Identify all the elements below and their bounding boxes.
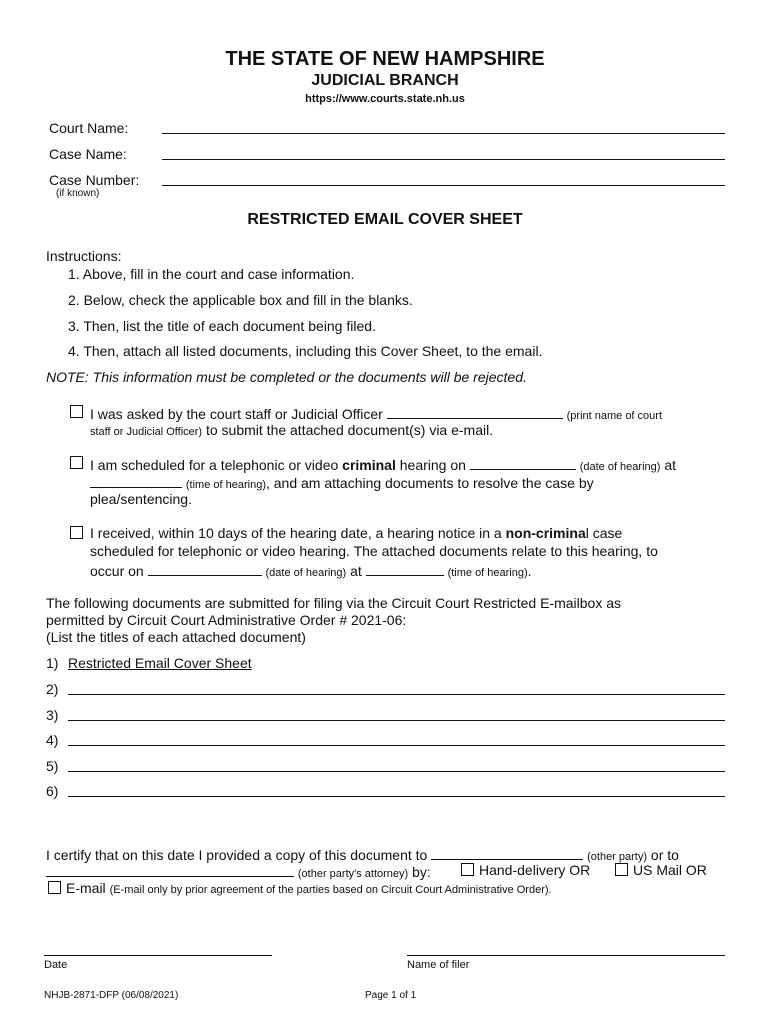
instructions-note: NOTE: This information must be completed or the documents will be rejected.	[46, 369, 527, 385]
doc-num: 2)	[46, 681, 59, 697]
form-title: RESTRICTED EMAIL COVER SHEET	[247, 211, 523, 228]
documents-intro-2: permitted by Circuit Court Administrative Order # 2021-06:	[46, 612, 407, 628]
option-criminal-line2	[90, 473, 594, 491]
option-noncriminal-text: I received, within 10 days of the hearing date, a hearing notice in a	[90, 525, 502, 541]
noncriminal-date-field[interactable]	[148, 561, 262, 576]
certify-line1	[46, 845, 679, 863]
email-checkbox[interactable]	[48, 881, 61, 894]
officer-hint: (print name of court	[566, 410, 662, 422]
doc-title-field[interactable]	[68, 771, 725, 772]
doc-title-field[interactable]	[68, 720, 725, 721]
option-criminal-line1	[90, 455, 676, 473]
option-criminal-text-e: plea/sentencing.	[90, 491, 192, 507]
doc-title[interactable]: Restricted Email Cover Sheet	[68, 655, 252, 671]
option-noncriminal-line3	[90, 561, 532, 579]
email-label: E-mail	[66, 880, 106, 896]
court-name-label: Court Name:	[49, 120, 129, 136]
option-noncriminal-at: at	[350, 563, 362, 579]
if-known-note: (if known)	[56, 188, 100, 199]
option-asked-line2	[90, 422, 493, 438]
instruction-item: 2. Below, check the applicable box and fill in the blanks.	[68, 292, 413, 308]
option-noncriminal-period: .	[527, 563, 532, 579]
noncriminal-date-hint: (date of hearing)	[265, 567, 347, 579]
doc-title-field[interactable]	[68, 694, 725, 695]
criminal-date-field[interactable]	[470, 455, 576, 470]
attorney-field[interactable]	[46, 862, 294, 877]
option-asked-text-cont: to submit the attached document(s) via e-mail.	[205, 422, 494, 438]
documents-intro-3: (List the titles of each attached document)	[46, 629, 306, 645]
date-label: Date	[44, 959, 68, 971]
noncriminal-time-field[interactable]	[366, 561, 444, 576]
filer-name-field[interactable]	[407, 955, 725, 956]
certify-text: I certify that on this date I provided a copy of this document to	[46, 847, 428, 863]
instruction-item: 3. Then, list the title of each document being filed.	[68, 318, 376, 334]
criminal-date-hint: (date of hearing)	[579, 461, 661, 473]
noncriminal-emphasis: non-crimina	[505, 525, 586, 541]
other-party-field[interactable]	[431, 845, 583, 860]
certify-by: by:	[412, 864, 431, 880]
doc-num: 3)	[46, 707, 59, 723]
criminal-time-hint: (time of hearing)	[185, 479, 266, 491]
attorney-hint: (other party's attorney)	[297, 868, 409, 880]
criminal-time-field[interactable]	[90, 473, 182, 488]
doc-title-field[interactable]	[68, 745, 725, 746]
court-name-field[interactable]	[162, 133, 725, 134]
certify-line2	[46, 862, 431, 880]
case-name-label: Case Name:	[49, 146, 127, 162]
option-noncriminal-line1	[90, 525, 622, 541]
state-title: THE STATE OF NEW HAMPSHIRE	[225, 48, 545, 70]
option-asked-line1	[90, 404, 662, 422]
case-number-label: Case Number:	[49, 172, 140, 188]
option-criminal-checkbox[interactable]	[70, 456, 83, 469]
other-party-hint: (other party)	[587, 851, 648, 863]
criminal-emphasis: criminal	[342, 457, 396, 473]
option-noncriminal-text-b: l case	[585, 525, 623, 541]
doc-num: 6)	[46, 783, 59, 799]
option-asked-text: I was asked by the court staff or Judicial Officer	[90, 406, 383, 422]
case-name-field[interactable]	[162, 159, 725, 160]
branch-title: JUDICIAL BRANCH	[311, 72, 459, 89]
hand-delivery-label: Hand-delivery OR	[479, 862, 591, 878]
doc-num: 1)	[46, 655, 59, 671]
option-asked-checkbox[interactable]	[70, 405, 83, 418]
option-criminal-text: I am scheduled for a telephonic or video	[90, 457, 339, 473]
officer-hint-cont: staff or Judicial Officer)	[90, 426, 203, 438]
us-mail-checkbox[interactable]	[615, 863, 628, 876]
option-noncriminal-checkbox[interactable]	[70, 526, 83, 539]
officer-name-field[interactable]	[387, 404, 563, 419]
option-criminal-text-d: , and am attaching documents to resolve the case by	[265, 475, 594, 491]
noncriminal-time-hint: (time of hearing)	[447, 567, 528, 579]
us-mail-label: US Mail OR	[633, 862, 707, 878]
instructions-heading: Instructions:	[46, 248, 122, 264]
doc-title-field[interactable]	[68, 796, 725, 797]
doc-num: 5)	[46, 758, 59, 774]
page-number: Page 1 of 1	[365, 990, 417, 1001]
filer-name-label: Name of filer	[407, 959, 470, 971]
form-id: NHJB-2871-DFP (06/08/2021)	[44, 990, 179, 1001]
certify-or-to: or to	[650, 847, 679, 863]
instruction-item: 4. Then, attach all listed documents, including this Cover Sheet, to the email.	[68, 343, 543, 359]
documents-intro-1: The following documents are submitted for filing via the Circuit Court Restricted E-mailbox as	[46, 595, 622, 611]
date-field[interactable]	[44, 955, 272, 956]
option-criminal-text-b: hearing on	[399, 457, 466, 473]
certify-line3	[66, 880, 552, 896]
option-noncriminal-text-c: scheduled for telephonic or video hearing. The attached documents relate to this hearing, to	[90, 543, 658, 559]
instruction-item: 1. Above, fill in the court and case information.	[68, 266, 355, 282]
doc-num: 4)	[46, 732, 59, 748]
option-noncriminal-text-d: occur on	[90, 563, 144, 579]
email-hint: (E-mail only by prior agreement of the parties based on Circuit Court Administrative Order).	[109, 884, 552, 896]
court-url: https://www.courts.state.nh.us	[305, 93, 465, 105]
case-number-field[interactable]	[162, 185, 725, 186]
hand-delivery-checkbox[interactable]	[461, 863, 474, 876]
option-criminal-at: at	[664, 457, 676, 473]
